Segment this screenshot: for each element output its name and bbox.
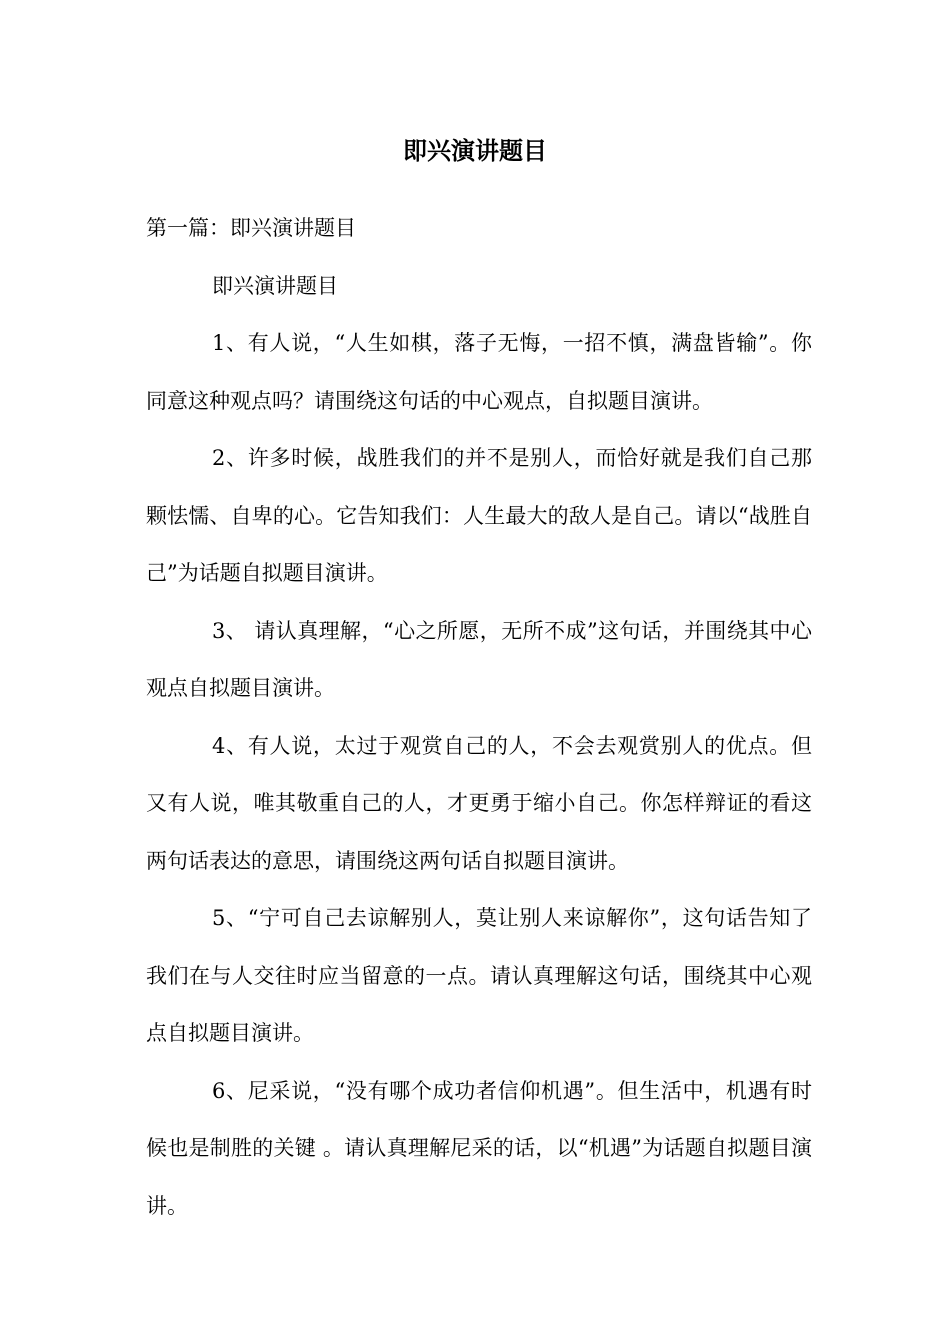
document-title: 即兴演讲题目 <box>403 137 547 165</box>
document-body <box>146 200 812 1235</box>
paragraph-6: 6、尼采说，“没有哪个成功者信仰机遇”。但生活中，机遇有时候也是制胜的关键 。请认真理解尼采的话，以“机遇”为话题自拟题目演讲。 <box>146 1078 812 1218</box>
paragraph-5: 5、“宁可自己去谅解别人，莫让别人来谅解你”，这句话告知了我们在与人交往时应当留意的一点。请认真理解这句话，围绕其中心观点自拟题目演讲。 <box>146 906 812 1045</box>
section-heading: 第一篇：即兴演讲题目 <box>146 216 356 240</box>
paragraph-4: 4、有人说，太过于观赏自己的人，不会去观赏别人的优点。但又有人说，唯其敬重自己的人，才更勇于缩小自己。你怎样辩证的看这两句话表达的意思，请围绕这两句话自拟题目演讲。 <box>146 733 812 873</box>
paragraph-3: 3、 请认真理解，“心之所愿，无所不成”这句话，并围绕其中心观点自拟题目演讲。 <box>146 618 812 700</box>
paragraph-2: 2、许多时候，战胜我们的并不是别人，而恰好就是我们自己那颗怯懦、自卑的心。它告知我们：人生最大的敌人是自己。请以“战胜自己”为话题自拟题目演讲。 <box>146 446 812 585</box>
paragraph-1: 1、有人说，“人生如棋，落子无悔，一招不慎，满盘皆输”。你同意这种观点吗？请围绕这句话的中心观点，自拟题目演讲。 <box>146 331 812 413</box>
subheading: 即兴演讲题目 <box>212 273 338 298</box>
